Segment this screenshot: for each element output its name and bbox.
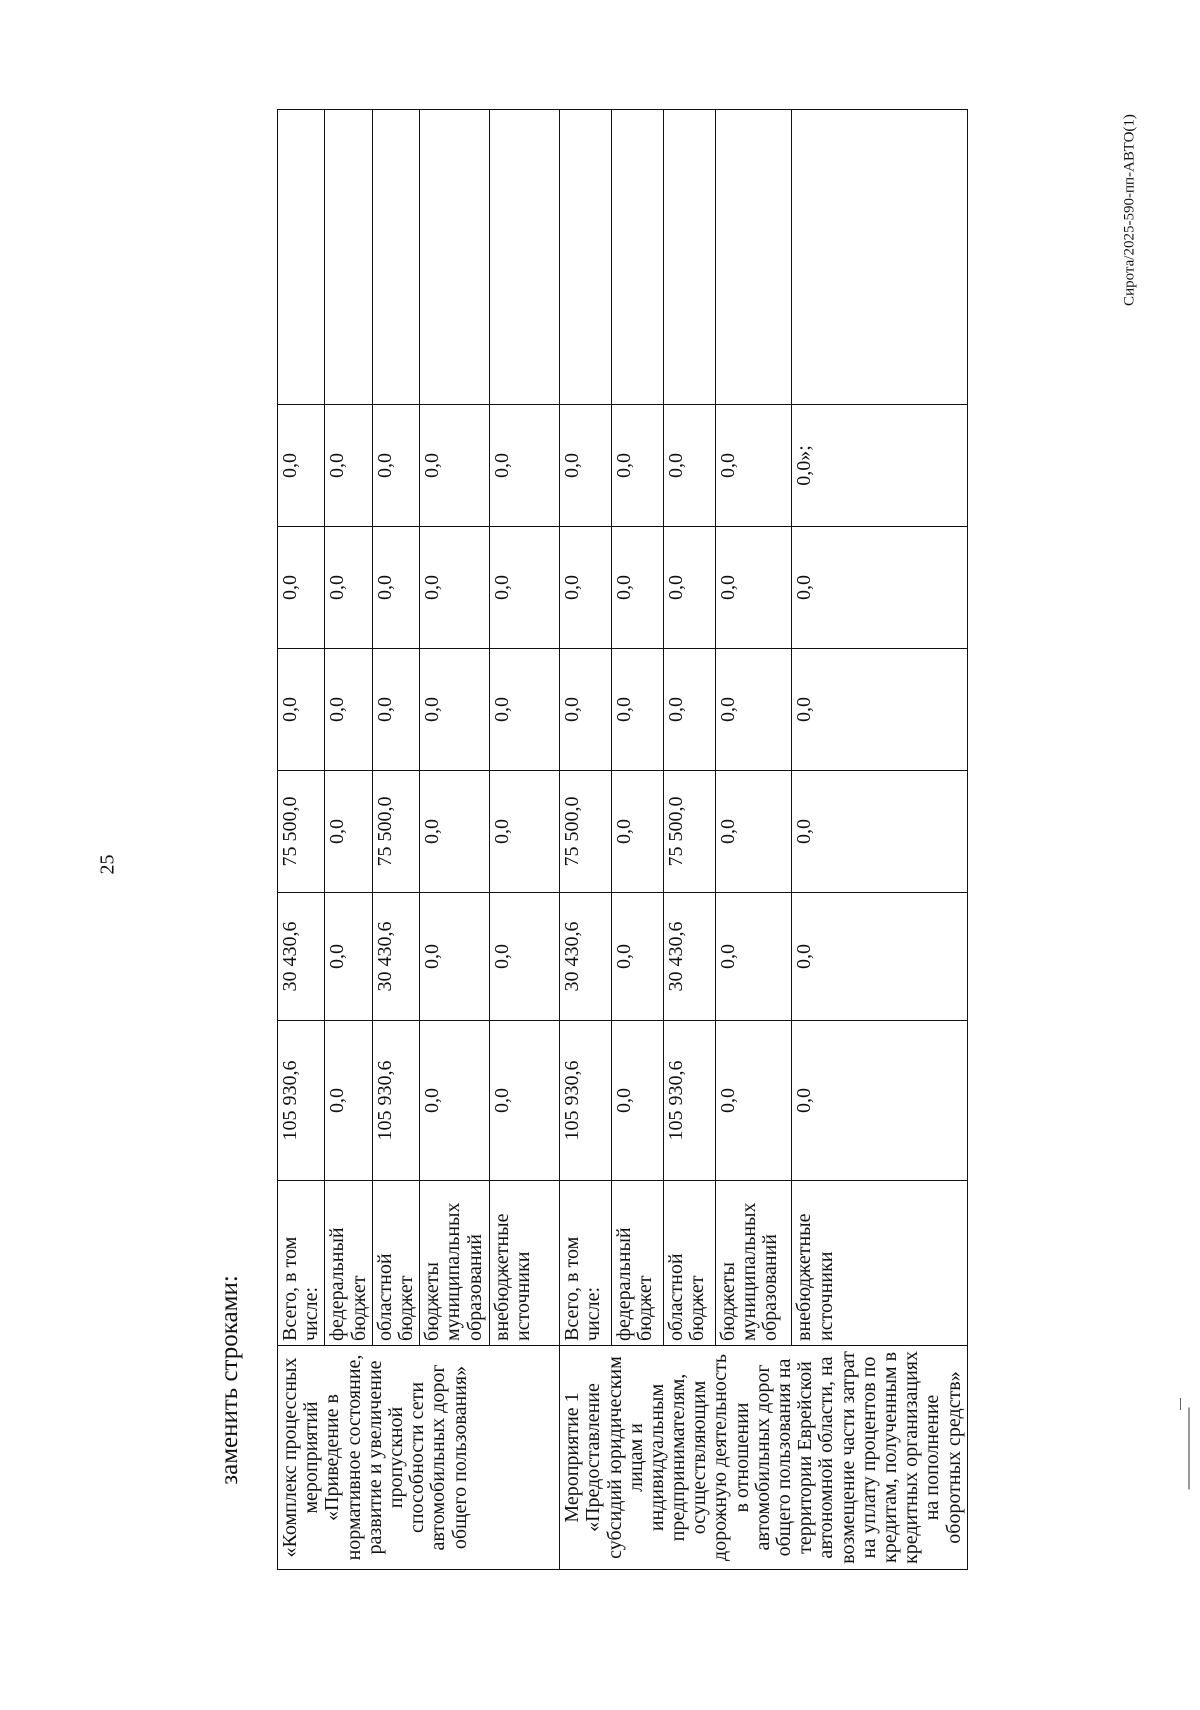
table-row bbox=[278, 110, 325, 1570]
funding-source-cell: областной бюджет bbox=[663, 1181, 715, 1346]
funding-source-cell: внебюджетные источники bbox=[792, 1181, 967, 1346]
funding-source-cell: внебюджетные источники bbox=[490, 1181, 560, 1346]
amount-cell: 0,0 bbox=[663, 527, 715, 649]
amount-cell: 0,0 bbox=[325, 405, 372, 527]
amount-cell: 0,0 bbox=[325, 893, 372, 1021]
amount-cell: 0,0 bbox=[490, 405, 560, 527]
amount-cell: 0,0 bbox=[325, 771, 372, 893]
funding-source-cell: федеральный бюджет bbox=[325, 1181, 372, 1346]
table-row bbox=[560, 110, 612, 1570]
amount-cell: 0,0 bbox=[612, 1021, 664, 1181]
amount-cell: 0,0 bbox=[612, 649, 664, 771]
amount-cell: 0,0 bbox=[663, 405, 715, 527]
empty-cell bbox=[420, 110, 490, 405]
amount-cell: 0,0 bbox=[372, 649, 419, 771]
empty-cell bbox=[792, 110, 967, 405]
amount-cell: 0,0 bbox=[420, 771, 490, 893]
empty-cell bbox=[278, 110, 325, 405]
amount-cell: 0,0»; bbox=[792, 405, 967, 527]
funding-source-cell: Всего, в том числе: bbox=[278, 1181, 325, 1346]
amount-cell: 0,0 bbox=[490, 649, 560, 771]
empty-cell bbox=[325, 110, 372, 405]
funding-source-cell: федеральный бюджет bbox=[612, 1181, 664, 1346]
amount-cell: 105 930,6 bbox=[560, 1021, 612, 1181]
amount-cell: 75 500,0 bbox=[372, 771, 419, 893]
empty-cell bbox=[663, 110, 715, 405]
funding-source-cell: Всего, в том числе: bbox=[560, 1181, 612, 1346]
amount-cell: 0,0 bbox=[792, 649, 967, 771]
amount-cell: 0,0 bbox=[278, 405, 325, 527]
funding-source-cell: областной бюджет bbox=[372, 1181, 419, 1346]
empty-cell bbox=[490, 110, 560, 405]
amount-cell: 0,0 bbox=[490, 1021, 560, 1181]
empty-cell bbox=[560, 110, 612, 405]
amount-cell: 0,0 bbox=[792, 527, 967, 649]
amount-cell: 0,0 bbox=[560, 527, 612, 649]
amount-cell: 0,0 bbox=[663, 649, 715, 771]
empty-cell bbox=[372, 110, 419, 405]
page-number: 25 bbox=[96, 854, 119, 875]
document-code: Сирота/2025-590-пп-АВТО(1) bbox=[1121, 114, 1138, 306]
amount-cell: 0,0 bbox=[560, 405, 612, 527]
amount-cell: 0,0 bbox=[278, 527, 325, 649]
amount-cell: 0,0 bbox=[325, 649, 372, 771]
event-title-cell: Мероприятие 1 «Предоставление субсидий юридическим лицам и индивидуальным предпринимателям, осуществляющим дорожную деятельность в отношении автомобильных дорог общего пользования на территории Еврейской автономной области, на возмещение части затрат на уплату процентов по кредитам, полученным в кредитных организациях на пополнение оборотных средств» bbox=[560, 1346, 968, 1570]
amount-cell: 0,0 bbox=[715, 1021, 792, 1181]
amount-cell: 75 500,0 bbox=[560, 771, 612, 893]
funding-source-cell: бюджеты муниципальных образований bbox=[420, 1181, 490, 1346]
amount-cell: 30 430,6 bbox=[560, 893, 612, 1021]
amount-cell: 0,0 bbox=[490, 771, 560, 893]
amount-cell: 105 930,6 bbox=[663, 1021, 715, 1181]
amount-cell: 0,0 bbox=[612, 527, 664, 649]
amount-cell: 0,0 bbox=[278, 649, 325, 771]
amount-cell: 0,0 bbox=[490, 527, 560, 649]
amount-cell: 105 930,6 bbox=[278, 1021, 325, 1181]
amount-cell: 0,0 bbox=[420, 649, 490, 771]
amount-cell: 75 500,0 bbox=[663, 771, 715, 893]
intro-text: заменить строками: bbox=[216, 1275, 243, 1485]
amount-cell: 0,0 bbox=[612, 771, 664, 893]
amount-cell: 0,0 bbox=[715, 527, 792, 649]
amount-cell: 0,0 bbox=[420, 527, 490, 649]
amount-cell: 75 500,0 bbox=[278, 771, 325, 893]
amount-cell: 0,0 bbox=[715, 771, 792, 893]
amount-cell: 105 930,6 bbox=[372, 1021, 419, 1181]
budget-table-body bbox=[278, 110, 968, 1570]
amount-cell: 0,0 bbox=[420, 893, 490, 1021]
amount-cell: 0,0 bbox=[372, 405, 419, 527]
amount-cell: 0,0 bbox=[792, 1021, 967, 1181]
amount-cell: 0,0 bbox=[325, 1021, 372, 1181]
amount-cell: 0,0 bbox=[560, 649, 612, 771]
empty-cell bbox=[715, 110, 792, 405]
amount-cell: 30 430,6 bbox=[663, 893, 715, 1021]
amount-cell: 0,0 bbox=[792, 893, 967, 1021]
signature-mark bbox=[1180, 1398, 1181, 1410]
amount-cell: 0,0 bbox=[325, 527, 372, 649]
amount-cell: 0,0 bbox=[490, 893, 560, 1021]
amount-cell: 0,0 bbox=[715, 649, 792, 771]
signature-line bbox=[1189, 1408, 1190, 1490]
budget-table-container bbox=[277, 110, 965, 1570]
amount-cell: 30 430,6 bbox=[278, 893, 325, 1021]
amount-cell: 0,0 bbox=[715, 405, 792, 527]
event-title-cell: «Комплекс процессных мероприятий «Приведение в нормативное состояние, развитие и увеличение пропускной способности сети автомобильных дорог общего пользования» bbox=[278, 1346, 560, 1570]
amount-cell: 0,0 bbox=[372, 527, 419, 649]
amount-cell: 30 430,6 bbox=[372, 893, 419, 1021]
amount-cell: 0,0 bbox=[715, 893, 792, 1021]
empty-cell bbox=[612, 110, 664, 405]
amount-cell: 0,0 bbox=[792, 771, 967, 893]
amount-cell: 0,0 bbox=[420, 405, 490, 527]
budget-table bbox=[277, 109, 968, 1570]
amount-cell: 0,0 bbox=[420, 1021, 490, 1181]
amount-cell: 0,0 bbox=[612, 405, 664, 527]
amount-cell: 0,0 bbox=[612, 893, 664, 1021]
funding-source-cell: бюджеты муниципальных образований bbox=[715, 1181, 792, 1346]
